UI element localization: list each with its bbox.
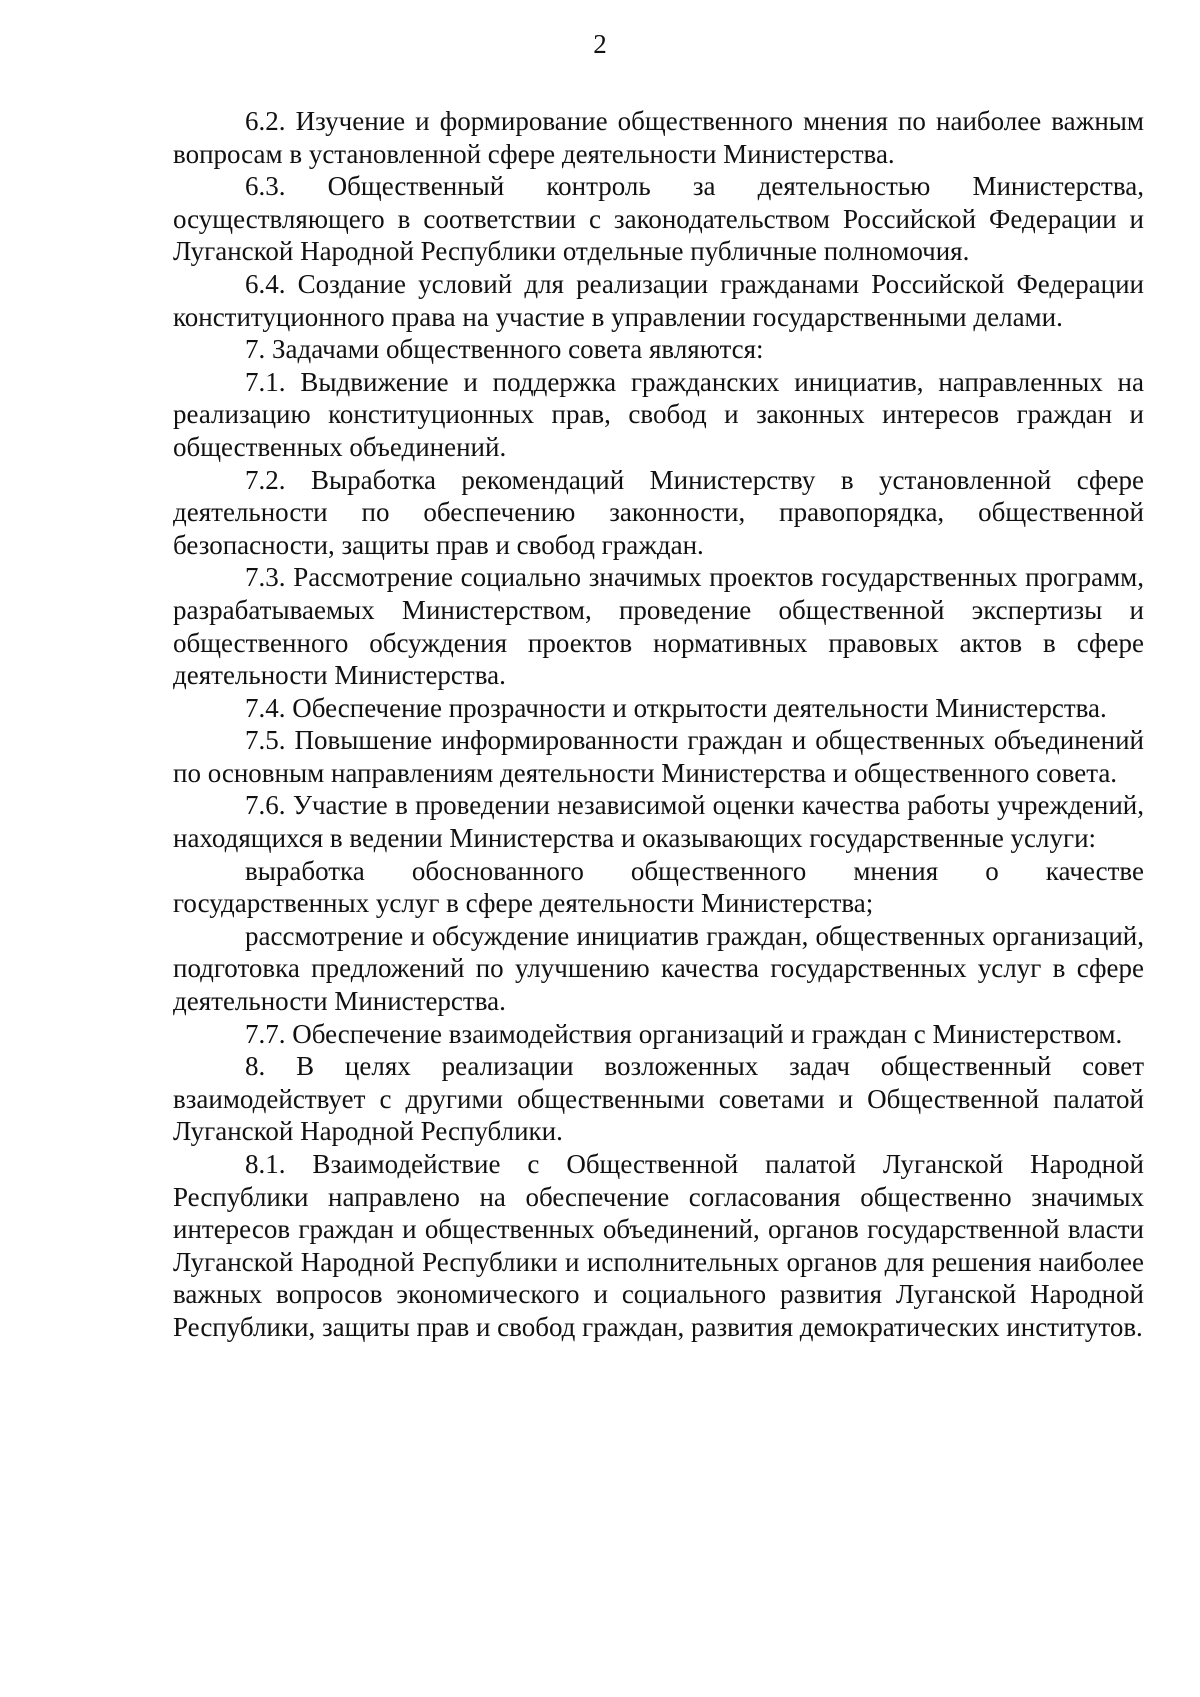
paragraph-7: 7. Задачами общественного совета являются: — [245, 334, 764, 365]
paragraph-6-4: 6.4. Создание условий для реализации гражданами Российской Федерации конституционного права на участие в управлении государственными делами. — [173, 268, 1144, 332]
paragraph-7-5: 7.5. Повышение информированности граждан и общественных объединений по основным направлениям деятельности Министерства и общественного совета. — [173, 725, 1144, 788]
paragraph-7-4: 7.4. Обеспечение прозрачности и открытости деятельности Министерства. — [245, 692, 1107, 723]
paragraph-7-2: 7.2. Выработка рекомендаций Министерству в установленной сфере деятельности по обеспечению законности, правопорядка, общественной безопасности, защиты прав и свобод граждан. — [173, 464, 1144, 560]
paragraph-7-6-item-2: рассмотрение и обсуждение инициатив граждан, общественных организаций, подготовка предложений по улучшению качества государственных услуг в сфере деятельности Министерства. — [173, 920, 1144, 1017]
paragraph-7-7: 7.7. Обеспечение взаимодействия организаций и граждан с Министерством. — [245, 1018, 1123, 1049]
document-body — [173, 105, 1144, 1344]
paragraph-7-6-item-1: выработка обоснованного общественного мнения о качестве государственных услуг в сфере деятельности Министерства; — [173, 855, 1144, 919]
paragraph-6-2: 6.2. Изучение и формирование общественного мнения по наиболее важным вопросам в установленной сфере деятельности Министерства. — [173, 106, 1144, 169]
paragraph-7-3: 7.3. Рассмотрение социально значимых проектов государственных программ, разрабатываемых Министерством, проведение общественной экспертизы и общественного обсуждения проектов нормативных правовых актов в сфере деятельности Министерства. — [173, 562, 1144, 691]
page-number: 2 — [593, 29, 607, 59]
paragraph-8: 8. В целях реализации возложенных задач общественный совет взаимодействует с другими общественными советами и Общественной палатой Луганской Народной Республики. — [173, 1051, 1144, 1147]
paragraph-7-6: 7.6. Участие в проведении независимой оценки качества работы учреждений, находящихся в ведении Министерства и оказывающих государственные услуги: — [173, 790, 1144, 854]
paragraph-8-1: 8.1. Взаимодействие с Общественной палатой Луганской Народной Республики направлено на обеспечение согласования общественно значимых интересов граждан и общественных объединений, органов государственной власти Луганской Народной Республики и исполнительных органов для решения наиболее важных вопросов экономического и социального развития Луганской Народной Республики, защиты прав и свобод граждан, развития демократических институтов. — [173, 1149, 1144, 1342]
paragraph-6-3: 6.3. Общественный контроль за деятельностью Министерства, осуществляющего в соответствии с законодательством Российской Федерации и Луганской Народной Республики отдельные публичные полномочия. — [173, 171, 1144, 267]
paragraph-7-1: 7.1. Выдвижение и поддержка гражданских инициатив, направленных на реализацию конституционных прав, свобод и законных интересов граждан и общественных объединений. — [173, 366, 1144, 462]
